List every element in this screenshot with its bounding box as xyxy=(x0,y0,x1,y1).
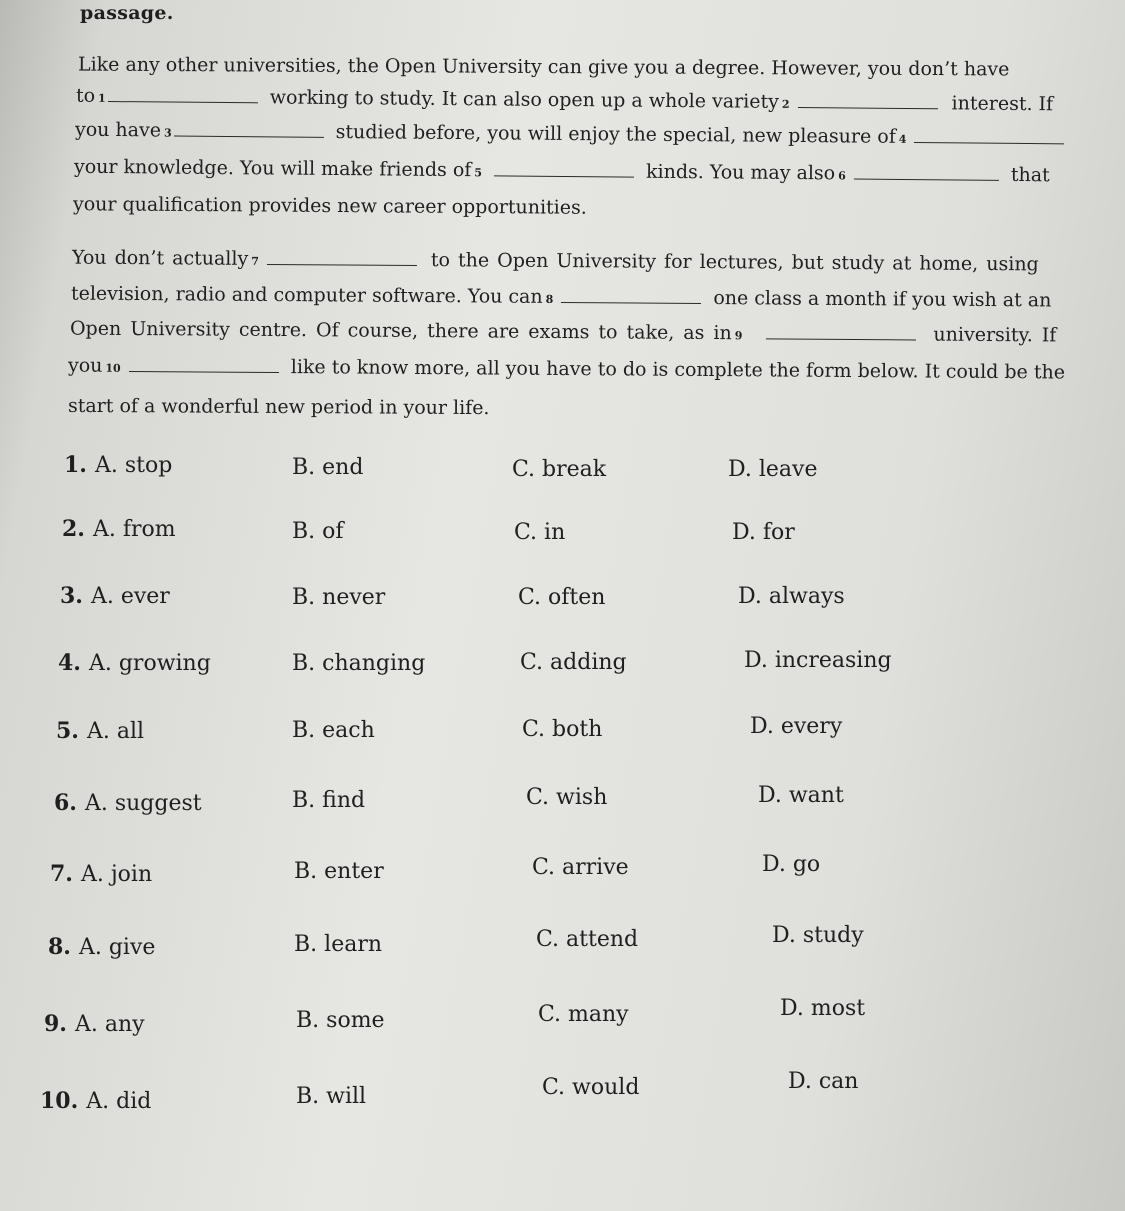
question-number: 10. xyxy=(40,1088,79,1114)
section-heading: passage. xyxy=(80,2,174,24)
passage-text: to xyxy=(75,84,96,107)
gap-blank-1[interactable] xyxy=(108,87,258,103)
gap-blank-9[interactable] xyxy=(766,324,916,340)
gap-blank-3[interactable] xyxy=(174,122,324,138)
gap-number-5: 5 xyxy=(474,166,483,180)
question-number: 8. xyxy=(48,934,71,960)
passage-text: to the Open University for lectures, but study at home, using xyxy=(430,249,1039,276)
passage-text: You don’t actually xyxy=(71,246,249,270)
question-option-d[interactable]: D. want xyxy=(758,783,844,808)
passage-text: one class a month if you wish at an xyxy=(713,287,1052,312)
question-option-d[interactable]: D. most xyxy=(780,996,866,1021)
passage-line-6 xyxy=(71,246,1039,276)
passage-line-3 xyxy=(74,118,1065,149)
question-option-b[interactable]: B. of xyxy=(292,519,344,544)
option-a-label: A. any xyxy=(74,1012,145,1037)
gap-blank-4[interactable] xyxy=(914,128,1064,144)
gap-number-1: 1 xyxy=(98,91,106,105)
passage-text: like to know more, all you have to do is complete the form below. It could be the xyxy=(290,356,1066,384)
passage-line-1 xyxy=(77,53,1010,81)
passage-text: that xyxy=(1010,163,1050,187)
passage-line-4 xyxy=(73,155,1050,187)
question-option-d[interactable]: D. always xyxy=(738,584,845,609)
question-option-b[interactable]: B. never xyxy=(292,585,386,610)
option-a-label: A. join xyxy=(80,862,153,887)
passage-line-9 xyxy=(67,354,1066,384)
passage-line-5 xyxy=(73,195,587,218)
gap-number-4: 4 xyxy=(898,132,907,146)
question-option-a[interactable] xyxy=(60,583,170,609)
question-option-b[interactable]: B. end xyxy=(292,455,364,480)
passage-text: Like any other universities, the Open University can give you a degree. However, you don’t have xyxy=(77,53,1010,81)
gap-number-6: 6 xyxy=(838,169,846,183)
option-a-label: A. give xyxy=(78,935,156,960)
question-option-d[interactable]: D. study xyxy=(772,923,864,948)
passage-text: your qualification provides new career opportunities. xyxy=(72,193,587,219)
question-option-d[interactable]: D. for xyxy=(732,520,795,545)
question-option-c[interactable]: C. break xyxy=(512,457,607,482)
question-option-b[interactable]: B. will xyxy=(296,1084,367,1109)
passage-text: you have xyxy=(74,118,162,142)
gap-number-2: 2 xyxy=(781,97,790,111)
question-option-a[interactable] xyxy=(56,718,144,744)
gap-blank-2[interactable] xyxy=(798,93,938,109)
question-option-c[interactable]: C. would xyxy=(542,1075,640,1100)
question-number: 5. xyxy=(56,718,79,744)
question-number: 2. xyxy=(62,516,85,542)
gap-blank-10[interactable] xyxy=(129,357,279,373)
question-option-b[interactable]: B. changing xyxy=(292,651,426,676)
gap-number-8: 8 xyxy=(545,292,554,306)
passage-text: television, radio and computer software. You can xyxy=(70,282,543,308)
question-number: 4. xyxy=(58,650,81,676)
gap-blank-8[interactable] xyxy=(561,288,701,304)
question-option-a[interactable] xyxy=(62,516,176,542)
question-number: 6. xyxy=(54,790,77,816)
passage-text: studied before, you will enjoy the special, new pleasure of xyxy=(335,120,896,148)
question-option-b[interactable]: B. learn xyxy=(294,932,383,957)
passage-text: start of a wonderful new period in your life. xyxy=(67,394,490,420)
option-a-label: A. from xyxy=(92,517,176,542)
question-option-d[interactable]: D. can xyxy=(788,1069,859,1094)
question-option-b[interactable]: B. enter xyxy=(294,859,384,884)
question-option-a[interactable] xyxy=(40,1088,151,1114)
option-a-label: A. ever xyxy=(90,584,170,609)
question-option-c[interactable]: C. both xyxy=(522,717,603,742)
question-option-c[interactable]: C. often xyxy=(518,585,606,610)
gap-blank-5[interactable] xyxy=(494,161,634,177)
option-a-label: A. did xyxy=(86,1089,152,1114)
question-option-c[interactable]: C. adding xyxy=(520,650,627,675)
option-a-label: A. suggest xyxy=(84,791,202,816)
question-option-b[interactable]: B. some xyxy=(296,1008,385,1033)
passage-text: you xyxy=(67,354,103,377)
option-a-label: A. all xyxy=(86,719,145,744)
question-option-b[interactable]: B. find xyxy=(292,788,366,813)
option-a-label: A. stop xyxy=(94,453,173,478)
gap-number-7: 7 xyxy=(251,254,259,268)
question-option-d[interactable]: D. go xyxy=(762,852,821,877)
passage-text: Open University centre. Of course, there are exams to take, as in xyxy=(69,317,732,345)
question-option-d[interactable]: D. leave xyxy=(728,457,818,482)
passage-line-7 xyxy=(70,282,1052,312)
gap-number-3: 3 xyxy=(163,126,172,140)
question-option-a[interactable] xyxy=(54,790,202,816)
question-option-c[interactable]: C. many xyxy=(538,1002,629,1027)
gap-blank-6[interactable] xyxy=(854,165,999,181)
passage-text: working to study. It can also open up a whole variety xyxy=(269,86,779,113)
passage-text: kinds. You may also xyxy=(645,160,836,185)
question-option-c[interactable]: C. attend xyxy=(536,927,639,952)
passage-text: your knowledge. You will make friends of xyxy=(73,155,472,182)
passage-line-10 xyxy=(67,394,490,420)
gap-number-9: 9 xyxy=(734,329,743,343)
question-option-d[interactable]: D. every xyxy=(750,714,843,739)
question-option-a[interactable] xyxy=(44,1011,145,1037)
question-number: 9. xyxy=(44,1011,67,1037)
question-number: 1. xyxy=(64,452,87,478)
gap-number-10: 10 xyxy=(105,361,121,375)
passage-text: interest. If xyxy=(951,92,1054,116)
question-number: 7. xyxy=(50,861,73,887)
question-option-b[interactable]: B. each xyxy=(292,718,375,743)
question-option-c[interactable]: C. arrive xyxy=(532,855,629,880)
question-number: 3. xyxy=(60,583,83,609)
question-option-c[interactable]: C. wish xyxy=(526,785,608,810)
option-a-label: A. growing xyxy=(88,651,211,676)
question-option-c[interactable]: C. in xyxy=(514,520,566,545)
question-option-a[interactable] xyxy=(58,650,211,676)
passage-line-2 xyxy=(75,84,1054,116)
question-option-a[interactable] xyxy=(50,861,152,887)
passage-text: university. If xyxy=(933,323,1057,347)
question-option-d[interactable]: D. increasing xyxy=(744,648,892,673)
passage-line-8 xyxy=(69,317,1057,347)
question-option-a[interactable] xyxy=(64,452,172,478)
question-option-a[interactable] xyxy=(48,934,155,960)
gap-blank-7[interactable] xyxy=(267,250,417,266)
